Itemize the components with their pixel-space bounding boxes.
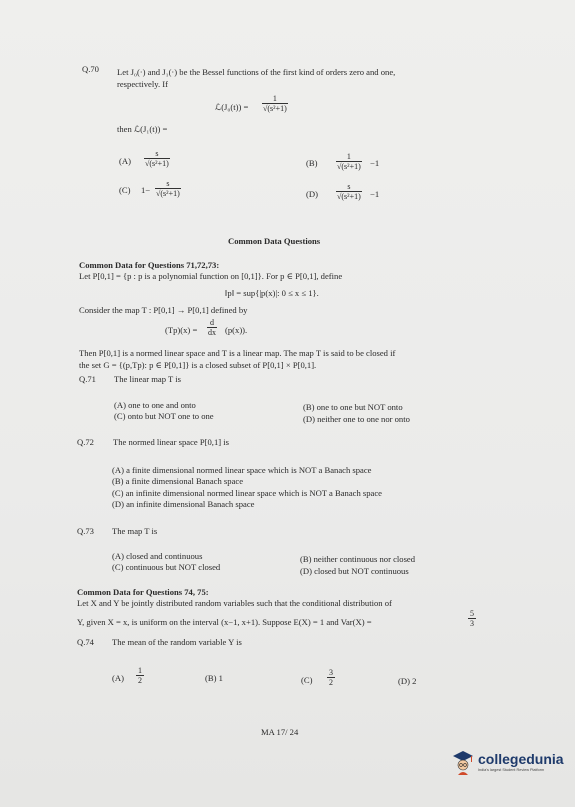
q70-opt-b-label: (B) <box>306 158 318 168</box>
common1-map-num: d <box>207 318 217 328</box>
q70-opt-d-label: (D) <box>306 189 318 199</box>
q74-option-a-den: 2 <box>138 676 142 685</box>
q74-option-b: (B) 1 <box>205 673 223 683</box>
q74-option-c-den: 2 <box>329 678 333 687</box>
q74-option-a-fraction <box>136 666 144 685</box>
q70-opt-a-label: (A) <box>119 156 131 166</box>
graduate-icon <box>452 750 474 776</box>
q70-given-lhs: ℒ(J₀(t)) = <box>215 102 249 112</box>
q74-option-d: (D) 2 <box>398 676 417 686</box>
logo-tagline: India's largest Student Review Platform <box>478 768 545 772</box>
collegedunia-logo <box>452 747 567 781</box>
q70-opt-d-num: s <box>336 182 362 192</box>
section-title: Common Data Questions <box>228 236 321 246</box>
common1-line4: the set G = {(p,Tp): p ∈ P[0,1]} is a closed subset of P[0,1] × P[0,1]. <box>79 360 317 370</box>
q70-opt-c-label: (C) <box>119 185 131 195</box>
q70-opt-a-den: √(s²+1) <box>145 159 169 168</box>
q70-opt-c-pre: 1− <box>141 185 151 195</box>
q70-opt-b-den: √(s²+1) <box>337 162 361 171</box>
q72-number: Q.72 <box>77 437 94 447</box>
q71-number: Q.71 <box>79 374 96 384</box>
page-footer: MA 17/ 24 <box>261 727 299 737</box>
common2-heading: Common Data for Questions 74, 75: <box>77 587 209 597</box>
q70-opt-d-den: √(s²+1) <box>337 192 361 201</box>
common1-line2: Consider the map T : P[0,1] → P[0,1] defined by <box>79 305 248 315</box>
q73-number: Q.73 <box>77 526 94 536</box>
common1-map-lhs: (Tp)(x) = <box>165 325 198 335</box>
q70-opt-d-fraction <box>336 182 362 201</box>
common1-line3: Then P[0,1] is a normed linear space and T is a linear map. The map T is said to be closed if <box>79 348 396 358</box>
q74-option-a-num: 1 <box>138 666 142 675</box>
q70-opt-a-fraction <box>144 149 170 168</box>
q74-option-c-label: (C) <box>301 675 313 685</box>
q70-opt-b-tail: −1 <box>370 158 380 168</box>
q70-given-num: 1 <box>262 94 288 104</box>
q71-option-c: (C) onto but NOT one to one <box>114 411 214 421</box>
q72-stem: The normed linear space P[0,1] is <box>113 437 229 447</box>
q74-option-a-label: (A) <box>112 673 124 683</box>
q70-then: then ℒ(J₁(t)) = <box>117 124 168 134</box>
q71-option-b: (B) one to one but NOT onto <box>303 402 403 412</box>
common1-map-den: dx <box>208 328 216 337</box>
q72-option-d: (D) an infinite dimensional Banach space <box>112 499 255 509</box>
q73-option-a: (A) closed and continuous <box>112 551 203 561</box>
common2-line1: Let X and Y be jointly distributed random variables such that the conditional distribution of <box>77 598 392 608</box>
q72-option-b: (B) a finite dimensional Banach space <box>112 476 244 486</box>
q74-stem: The mean of the random variable Y is <box>112 637 242 647</box>
common2-var-fraction <box>468 609 476 628</box>
q71-stem: The linear map T is <box>114 374 181 384</box>
q70-opt-c-den: √(s²+1) <box>156 189 180 198</box>
q73-stem: The map T is <box>112 526 158 536</box>
q71-option-a: (A) one to one and onto <box>114 400 196 410</box>
q74-option-c-fraction <box>327 668 335 687</box>
common1-heading: Common Data for Questions 71,72,73: <box>79 260 220 270</box>
q72-option-a: (A) a finite dimensional normed linear space which is NOT a Banach space <box>112 465 372 475</box>
q70-opt-c-fraction <box>155 179 181 198</box>
q70-opt-b-fraction <box>336 152 362 171</box>
q71-option-d: (D) neither one to one nor onto <box>303 414 410 424</box>
common1-map-rhs: (p(x)). <box>225 325 248 335</box>
q72-option-c: (C) an infinite dimensional normed linear space which is NOT a Banach space <box>112 488 382 498</box>
logo-name: collegedunia <box>478 751 564 767</box>
common2-var-num: 5 <box>470 609 474 618</box>
common1-map-fraction <box>207 318 217 337</box>
q70-opt-b-num: 1 <box>336 152 362 162</box>
q74-option-c-num: 3 <box>329 668 333 677</box>
q70-opt-a-num: s <box>144 149 170 159</box>
common1-norm: ‖p‖ = sup{|p(x)|: 0 ≤ x ≤ 1}. <box>225 288 319 298</box>
q70-opt-c-num: s <box>155 179 181 189</box>
q70-given-fraction <box>262 94 288 113</box>
q70-stem-line2: respectively. If <box>117 79 168 89</box>
q70-number: Q.70 <box>82 64 99 74</box>
q73-option-c: (C) continuous but NOT closed <box>112 562 221 572</box>
common2-line2: Y, given X = x, is uniform on the interval (x−1, x+1). Suppose E(X) = 1 and Var(X) = <box>77 617 372 627</box>
common1-line1: Let P[0,1] = {p : p is a polynomial function on [0,1]}. For p ∈ P[0,1], define <box>79 271 343 281</box>
q73-option-b: (B) neither continuous nor closed <box>300 554 416 564</box>
q70-opt-d-tail: −1 <box>370 189 380 199</box>
q74-number: Q.74 <box>77 637 94 647</box>
q70-stem-line1: Let J₀(·) and J₁(·) be the Bessel functions of the first kind of orders zero and one, <box>117 67 396 77</box>
common2-var-den: 3 <box>470 619 474 628</box>
q70-given-den: √(s²+1) <box>263 104 287 113</box>
q73-option-d: (D) closed but NOT continuous <box>300 566 409 576</box>
